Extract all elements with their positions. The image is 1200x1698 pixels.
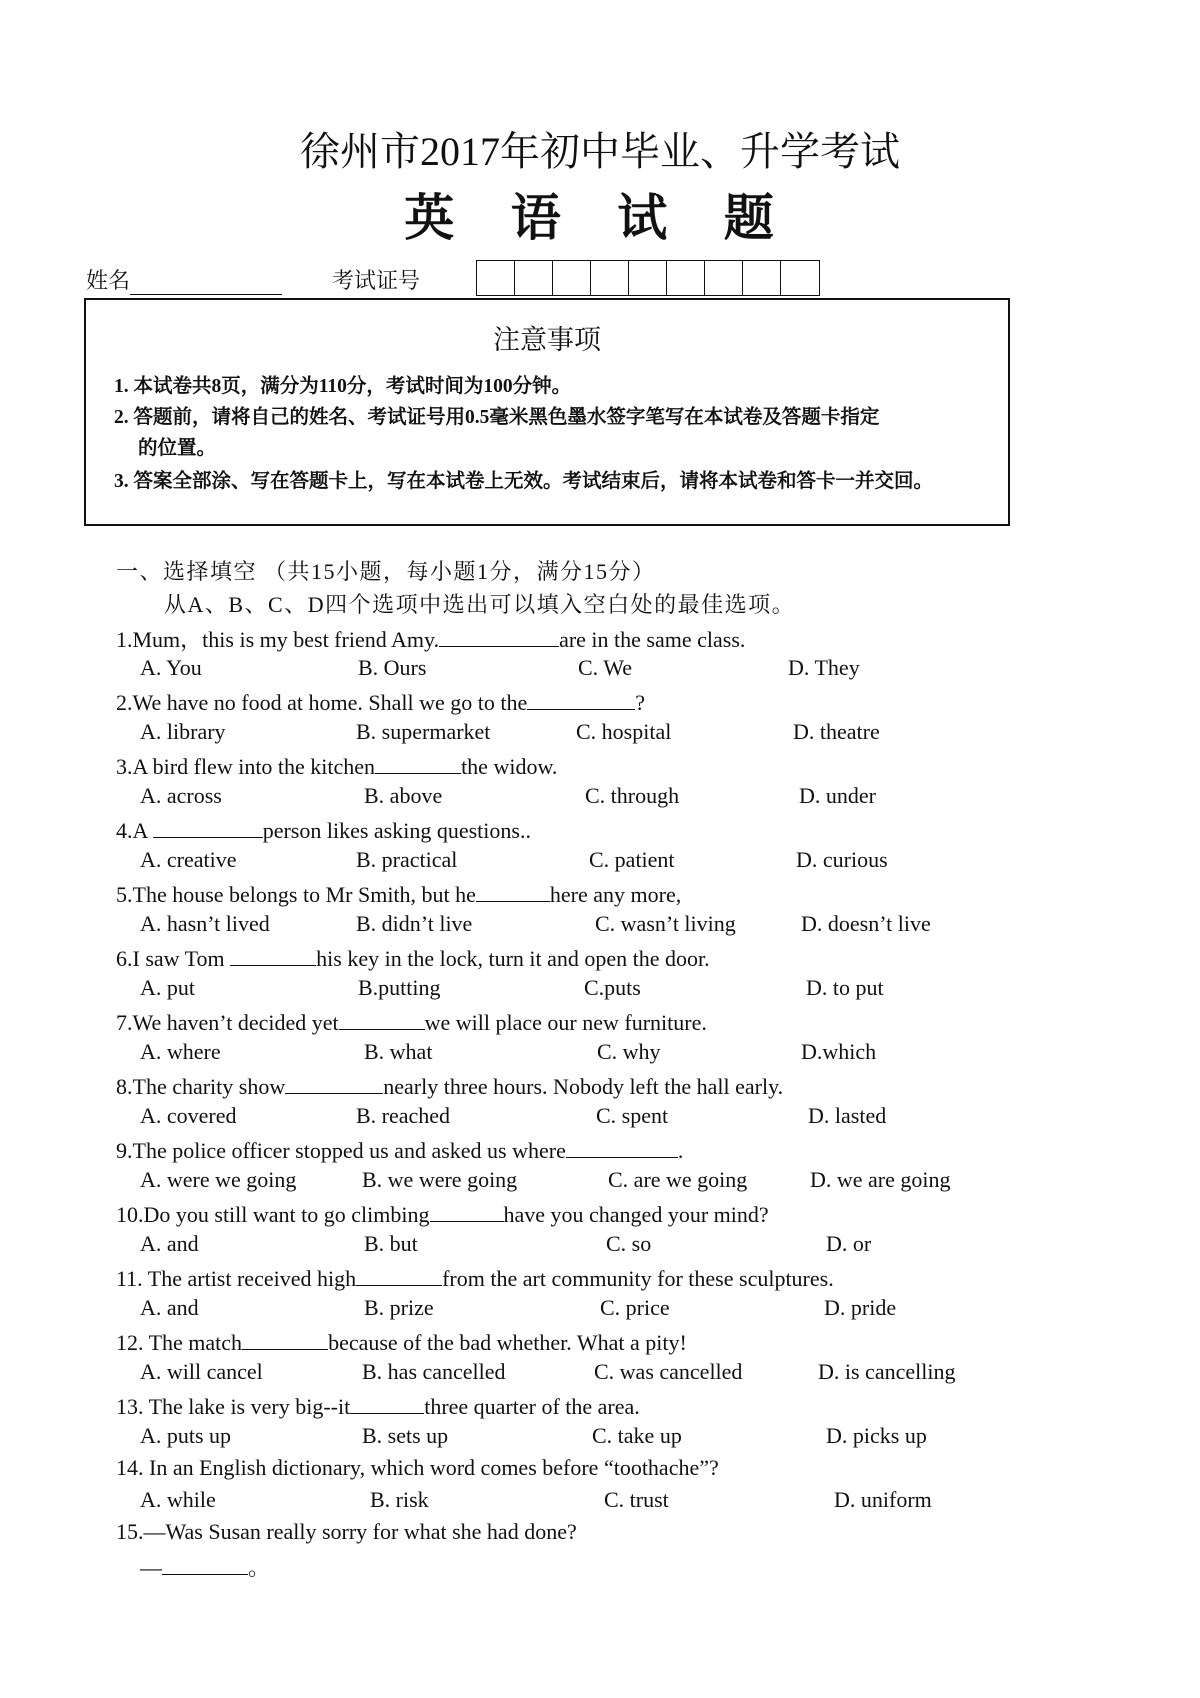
- exam-title: 徐州市2017年初中毕业、升学考试: [300, 129, 900, 174]
- notice-title: 注意事项: [493, 325, 601, 355]
- question-3: [116, 751, 557, 780]
- exam-id-cell[interactable]: [743, 261, 781, 295]
- question-6: [116, 943, 710, 972]
- option-10b[interactable]: B. but: [364, 1231, 418, 1256]
- option-7a[interactable]: A. where: [140, 1039, 221, 1064]
- option-1b[interactable]: B. Ours: [358, 655, 427, 680]
- option-6b[interactable]: B.putting: [358, 975, 441, 1000]
- option-9a[interactable]: A. were we going: [140, 1167, 297, 1192]
- option-4d[interactable]: D. curious: [796, 847, 888, 872]
- option-8d[interactable]: D. lasted: [808, 1103, 887, 1128]
- answer-blank[interactable]: [242, 1327, 328, 1350]
- exam-id-cell[interactable]: [553, 261, 591, 295]
- option-5a[interactable]: A. hasn’t lived: [140, 911, 270, 936]
- exam-id-label: 考试证号: [332, 268, 421, 293]
- option-4b[interactable]: B. practical: [356, 847, 458, 872]
- question-9: [116, 1135, 683, 1164]
- exam-id-cell[interactable]: [781, 261, 819, 295]
- option-3a[interactable]: A. across: [140, 783, 222, 808]
- dash-text: —: [140, 1555, 162, 1580]
- option-13b[interactable]: B. sets up: [362, 1423, 449, 1448]
- option-5b[interactable]: B. didn’t live: [356, 911, 473, 936]
- section-instruction: 从A、B、C、D四个选项中选出可以填入空白处的最佳选项。: [164, 592, 796, 617]
- option-7b[interactable]: B. what: [364, 1039, 433, 1064]
- option-11c[interactable]: C. price: [600, 1295, 670, 1320]
- question-text: 1.Mum，this is my best friend Amy.: [116, 627, 440, 652]
- option-11d[interactable]: D. pride: [824, 1295, 897, 1320]
- question-11: [116, 1263, 834, 1292]
- question-text: are in the same class.: [559, 627, 746, 652]
- exam-id-cell[interactable]: [515, 261, 553, 295]
- option-8a[interactable]: A. covered: [140, 1103, 237, 1128]
- exam-id-cell[interactable]: [667, 261, 705, 295]
- question-2: [116, 687, 645, 716]
- answer-blank[interactable]: [339, 1007, 425, 1030]
- question-14: 14. In an English dictionary, which word comes before “toothache”?: [116, 1455, 719, 1480]
- exam-id-cell[interactable]: [477, 261, 515, 295]
- option-13c[interactable]: C. take up: [592, 1423, 682, 1448]
- option-12a[interactable]: A. will cancel: [140, 1359, 263, 1384]
- question-15-answer: [140, 1551, 270, 1582]
- option-14d[interactable]: D. uniform: [834, 1487, 932, 1512]
- question-text: 2.We have no food at home. Shall we go to the: [116, 690, 528, 715]
- question-text: 13. The lake is very big--it: [116, 1394, 351, 1419]
- option-6a[interactable]: A. put: [140, 975, 195, 1000]
- notice-line-2: 2. 答题前，请将自己的姓名、考试证号用0.5毫米黑色墨水签字笔写在本试卷及答题卡指定: [114, 407, 880, 428]
- option-13a[interactable]: A. puts up: [140, 1423, 232, 1448]
- option-13d[interactable]: D. picks up: [826, 1423, 927, 1448]
- answer-blank[interactable]: [162, 1552, 248, 1575]
- exam-id-cell[interactable]: [629, 261, 667, 295]
- exam-id-grid[interactable]: [476, 260, 820, 296]
- option-1c[interactable]: C. We: [578, 655, 633, 680]
- question-15: 15.—Was Susan really sorry for what she had done?: [116, 1519, 577, 1544]
- question-7: [116, 1007, 707, 1036]
- question-text: here any more,: [549, 882, 682, 907]
- option-9b[interactable]: B. we were going: [362, 1167, 518, 1192]
- question-1: [116, 623, 745, 654]
- question-10: [116, 1199, 769, 1228]
- answer-blank[interactable]: [375, 751, 461, 774]
- option-3c[interactable]: C. through: [585, 783, 680, 808]
- name-label: 姓名: [86, 268, 131, 293]
- option-14a[interactable]: A. while: [140, 1487, 216, 1512]
- question-text: his key in the lock, turn it and open the door.: [316, 946, 710, 971]
- option-2d[interactable]: D. theatre: [793, 719, 880, 744]
- exam-id-cell[interactable]: [591, 261, 629, 295]
- question-13: [116, 1391, 640, 1420]
- question-text: nearly three hours. Nobody left the hall early.: [383, 1074, 784, 1099]
- question-text: 8.The charity show: [116, 1074, 286, 1099]
- option-6d[interactable]: D. to put: [806, 975, 884, 1000]
- question-12: [116, 1327, 687, 1356]
- option-5c[interactable]: C. wasn’t living: [595, 911, 736, 936]
- option-14c[interactable]: C. trust: [604, 1487, 669, 1512]
- option-8b[interactable]: B. reached: [356, 1103, 451, 1128]
- section-heading: 一、选择填空 （共15小题，每小题1分，满分15分）: [116, 559, 656, 584]
- option-11a[interactable]: A. and: [140, 1295, 199, 1320]
- question-text: the widow.: [461, 754, 558, 779]
- answer-blank[interactable]: [153, 815, 263, 838]
- question-text: we will place our new furniture.: [424, 1010, 707, 1035]
- option-4c[interactable]: C. patient: [589, 847, 675, 872]
- question-text: 10.Do you still want to go climbing: [116, 1202, 430, 1227]
- option-9d[interactable]: D. we are going: [810, 1167, 951, 1192]
- option-1a[interactable]: A. You: [140, 655, 202, 680]
- exam-subtitle: 英 语 试 题: [404, 190, 796, 246]
- question-text: because of the bad whether. What a pity!: [328, 1330, 687, 1355]
- option-7d[interactable]: D.which: [801, 1039, 877, 1064]
- question-text: .: [677, 1138, 684, 1163]
- option-4a[interactable]: A. creative: [140, 847, 237, 872]
- question-text: 5.The house belongs to Mr Smith, but he: [116, 882, 476, 907]
- option-12c[interactable]: C. was cancelled: [594, 1359, 743, 1384]
- answer-blank[interactable]: [476, 879, 550, 902]
- name-field: [86, 264, 282, 295]
- answer-blank[interactable]: [356, 1263, 442, 1286]
- question-text: 11. The artist received high: [116, 1266, 357, 1291]
- question-text: three quarter of the area.: [424, 1394, 640, 1419]
- question-8: [116, 1071, 783, 1100]
- option-2c[interactable]: C. hospital: [576, 719, 672, 744]
- option-9c[interactable]: C. are we going: [608, 1167, 748, 1192]
- option-6c[interactable]: C.puts: [584, 975, 641, 1000]
- option-3b[interactable]: B. above: [364, 783, 443, 808]
- option-3d[interactable]: D. under: [799, 783, 876, 808]
- name-blank[interactable]: [130, 268, 282, 295]
- period-text: 。: [248, 1555, 271, 1580]
- question-text: ?: [635, 690, 646, 715]
- question-text: from the art community for these sculptures.: [442, 1266, 834, 1291]
- question-text: person likes asking questions..: [262, 818, 531, 843]
- answer-blank[interactable]: [230, 943, 316, 966]
- option-1d[interactable]: D. They: [788, 655, 860, 680]
- question-text: 7.We haven’t decided yet: [116, 1010, 339, 1035]
- answer-blank[interactable]: [527, 687, 635, 710]
- question-text: 12. The match: [116, 1330, 243, 1355]
- answer-blank[interactable]: [285, 1071, 383, 1094]
- option-14b[interactable]: B. risk: [370, 1487, 429, 1512]
- option-10c[interactable]: C. so: [606, 1231, 652, 1256]
- question-4: [116, 815, 531, 844]
- notice-box: [84, 298, 1010, 526]
- option-12d[interactable]: D. is cancelling: [818, 1359, 956, 1384]
- question-text: 6.I saw Tom: [116, 946, 231, 971]
- question-text: 3.A bird flew into the kitchen: [116, 754, 376, 779]
- notice-line-2-cont: 的位置。: [138, 438, 217, 459]
- question-text: 9.The police officer stopped us and asked us where: [116, 1138, 566, 1163]
- question-text: have you changed your mind?: [503, 1202, 769, 1227]
- option-10d[interactable]: D. or: [826, 1231, 872, 1256]
- notice-line-1: 1. 本试卷共8页，满分为110分，考试时间为100分钟。: [114, 376, 572, 397]
- question-text: 4.A: [116, 818, 153, 843]
- answer-blank[interactable]: [350, 1391, 424, 1414]
- option-5d[interactable]: D. doesn’t live: [801, 911, 931, 936]
- question-5: [116, 879, 681, 908]
- option-11b[interactable]: B. prize: [364, 1295, 434, 1320]
- notice-line-3: 3. 答案全部涂、写在答题卡上，写在本试卷上无效。考试结束后，请将本试卷和答卡一并交回。: [114, 471, 934, 492]
- option-10a[interactable]: A. and: [140, 1231, 199, 1256]
- option-12b[interactable]: B. has cancelled: [362, 1359, 506, 1384]
- option-7c[interactable]: C. why: [597, 1039, 661, 1064]
- answer-blank[interactable]: [430, 1199, 504, 1222]
- option-2a[interactable]: A. library: [140, 719, 226, 744]
- answer-blank[interactable]: [439, 624, 559, 647]
- exam-id-cell[interactable]: [705, 261, 743, 295]
- option-8c[interactable]: C. spent: [596, 1103, 669, 1128]
- option-2b[interactable]: B. supermarket: [356, 719, 491, 744]
- answer-blank[interactable]: [566, 1135, 678, 1158]
